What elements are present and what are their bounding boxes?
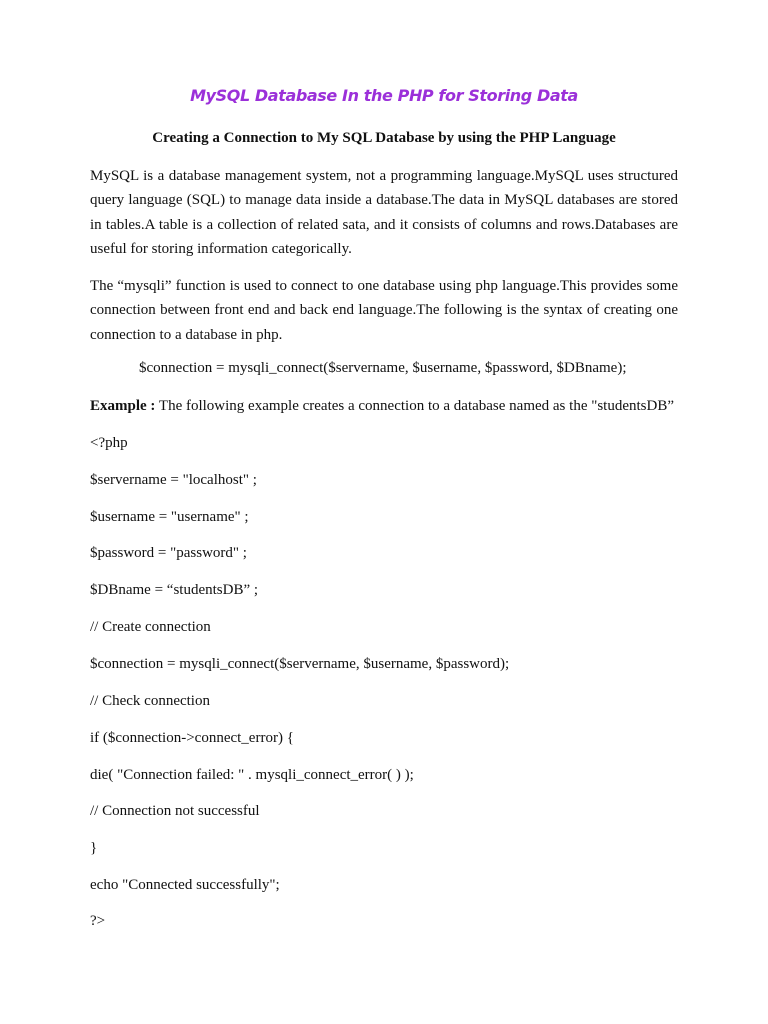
code-line: $password = "password" ; (90, 545, 247, 561)
syntax-line: $connection = mysqli_connect($servername, $username, $password, $DBname); (139, 360, 627, 376)
example-line (90, 398, 674, 415)
code-line: // Connection not successful (90, 803, 260, 819)
document-title: MySQL Database In the PHP for Storing Data (190, 86, 578, 105)
code-line: die( "Connection failed: " . mysqli_connect_error( ) ); (90, 767, 414, 783)
intro-paragraph: MySQL is a database management system, not a programming language.MySQL uses structured query language (SQL) to manage data inside a database.The data in MySQL databases are stored in tables.A table is a collection of related sata, and it consists of columns and rows.Databases are useful for storing information categorically. (90, 168, 678, 257)
code-line: <?php (90, 435, 128, 451)
mysqli-paragraph: The “mysqli” function is used to connect to one database using php language.This provides some connection between front end and back end language.The following is the syntax of creating one connection to a database in php. (90, 278, 678, 343)
code-line: // Check connection (90, 693, 210, 709)
code-line: ?> (90, 913, 106, 929)
document-subtitle: Creating a Connection to My SQL Database by using the PHP Language (152, 130, 616, 146)
code-line: } (90, 840, 98, 856)
code-line: $username = "username" ; (90, 509, 249, 525)
example-text: The following example creates a connection to a database named as the "studentsDB” (155, 398, 675, 414)
code-line: // Create connection (90, 619, 211, 635)
code-line: $DBname = “studentsDB” ; (90, 582, 259, 598)
code-line: echo "Connected successfully"; (90, 877, 280, 893)
code-line: $connection = mysqli_connect($servername, $username, $password); (90, 656, 510, 672)
code-line: $servername = "localhost" ; (90, 472, 257, 488)
code-line: if ($connection->connect_error) { (90, 730, 294, 746)
example-label: Example : (90, 398, 156, 414)
